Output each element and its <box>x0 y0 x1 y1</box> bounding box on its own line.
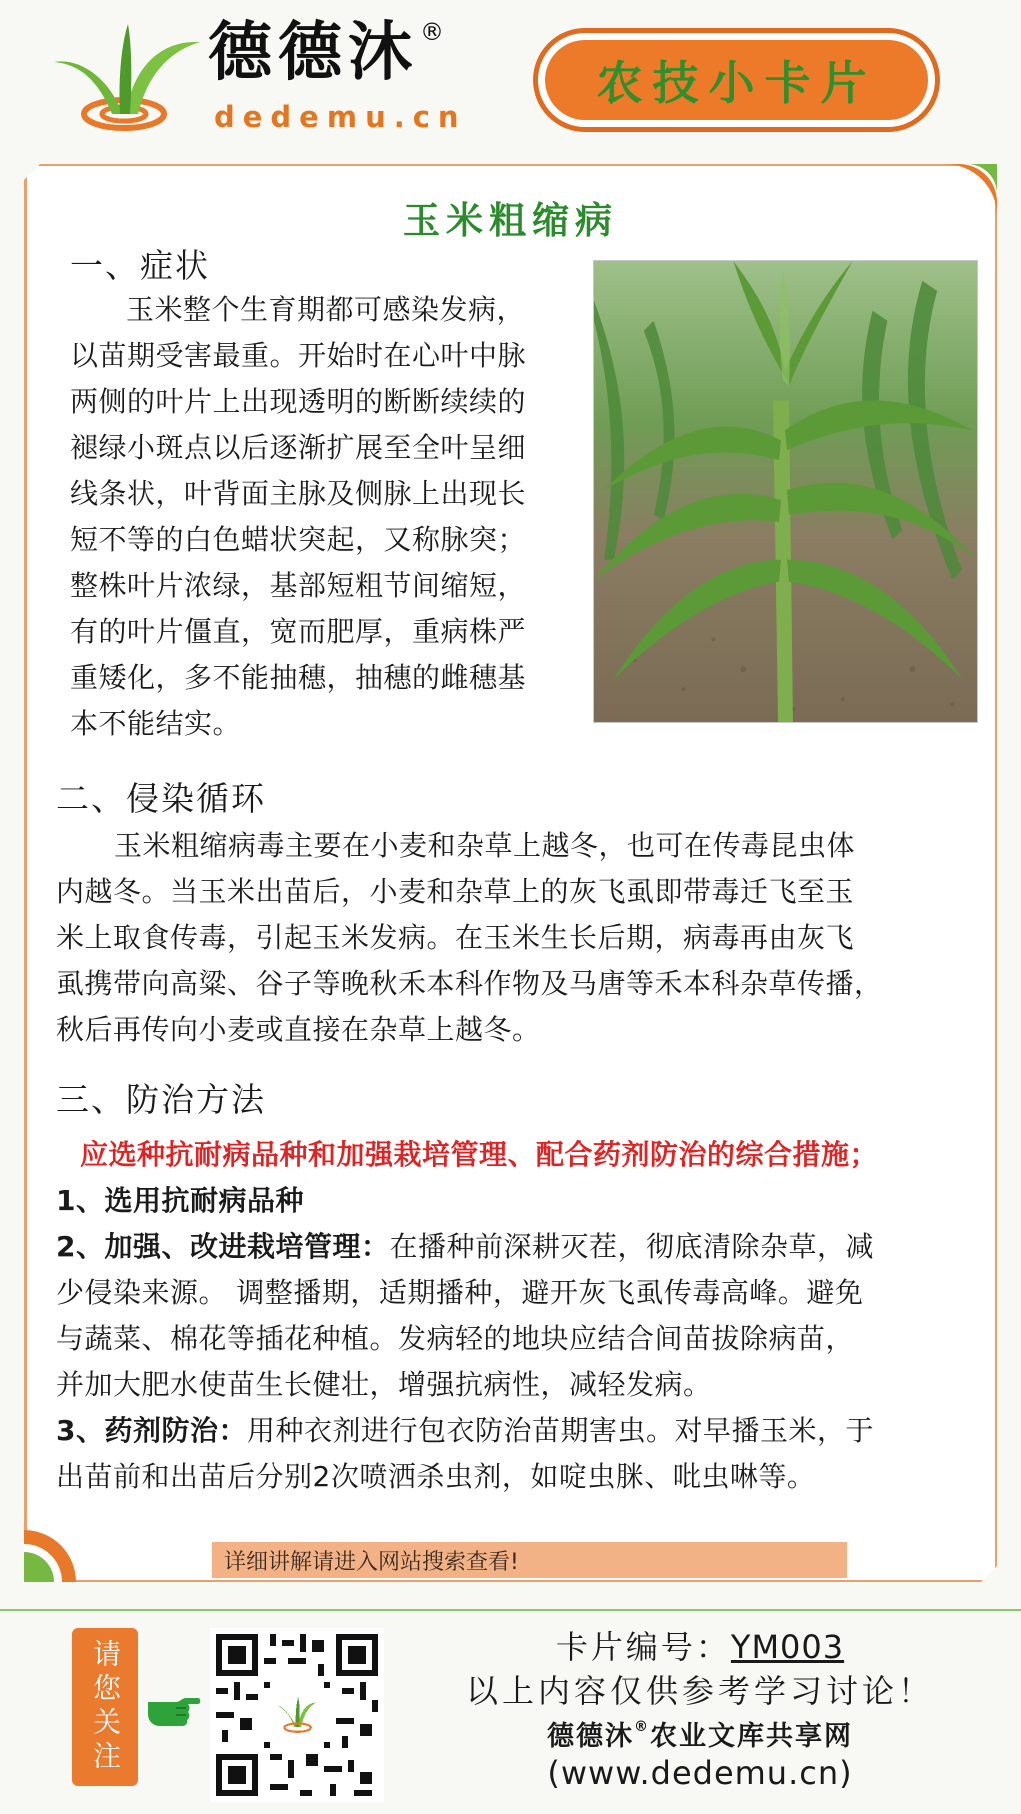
card-badge <box>533 28 940 132</box>
site-name: 德德沐®农业文库共享网 <box>547 1719 853 1752</box>
search-hint-bar <box>212 1542 847 1578</box>
brand-name: 德德沐® <box>208 16 450 90</box>
follow-us-label: 请您关注 <box>89 1639 122 1775</box>
card-badge-label: 农技小卡片 <box>596 56 877 110</box>
card-number-value: YM003 <box>730 1628 845 1666</box>
section-heading-infection-cycle: 二、侵染循环 <box>56 779 266 818</box>
site-url-link[interactable]: (www.dedemu.cn) <box>547 1754 853 1792</box>
qr-code-icon[interactable] <box>210 1628 384 1802</box>
brand-domain: dedemu.cn <box>214 100 467 134</box>
footer-divider <box>0 1609 1021 1611</box>
corn-plant-photo <box>593 260 978 723</box>
control-item-1: 1、选用抗耐病品种 <box>56 1184 304 1217</box>
article-title: 玉米粗缩病 <box>403 199 618 242</box>
disclaimer: 以上内容仅供参考学习讨论！ <box>465 1672 934 1710</box>
control-item-2: 2、加强、改进栽培管理：在播种前深耕灭茬，彻底清除杂草，减 <box>56 1230 874 1263</box>
pointing-hand-icon <box>146 1688 202 1728</box>
control-item-3: 3、药剂防治：用种衣剂进行包衣防治苗期害虫。对早播玉米，于 <box>56 1414 874 1447</box>
card-number: 卡片编号：YM003 <box>555 1628 845 1666</box>
section-heading-symptoms: 一、症状 <box>70 246 210 285</box>
corner-decoration-icon <box>24 1530 76 1582</box>
brand-logo-icon <box>52 22 202 140</box>
symptoms-text: 玉米整个生育期都可感染发病， 以苗期受害最重。开始时在心叶中脉 两侧的叶片上出现透明的断断续续的 褪绿小斑点以后逐渐扩展至全叶呈细 线条状，叶背面主脉及侧脉上出现长 短不等的白色蜡状突起，又称脉突； 整株叶片浓绿，基部短粗节间缩短， 有的叶片僵直，宽而肥厚，重病株严 重矮化，多不能抽穗，抽穗的雌穗基 本不能结实。 <box>70 293 527 740</box>
control-methods-text: 1、选用抗耐病品种 2、加强、改进栽培管理：在播种前深耕灭茬，彻底清除杂草，减 少侵染来源。 调整播期，适期播种，避开灰飞虱传毒高峰。避免 与蔬菜、棉花等插花种植。发病轻的地块应结合间苗拔除病苗， 并加大肥水使苗生长健壮，增强抗病性，减轻发病。 3、药剂防治：用种衣剂进行包衣防治苗期害虫。对早播玉米，于 出苗前和出苗后分别2次喷洒杀虫剂，如啶虫脒、吡虫啉等。 <box>56 1178 986 1500</box>
search-hint-text: 详细讲解请进入网站搜索查看! <box>224 1549 519 1575</box>
control-summary-note: 应选种抗耐病品种和加强栽培管理、配合药剂防治的综合措施； <box>80 1138 879 1171</box>
infection-cycle-text: 玉米粗缩病毒主要在小麦和杂草上越冬，也可在传毒昆虫体 内越冬。当玉米出苗后，小麦和杂草上的灰飞虱即带毒迁飞至玉 米上取食传毒，引起玉米发病。在玉米生长后期，病毒再由灰飞 虱携带向高粱、谷子等晚秋禾本科作物及马唐等禾本科杂草传播， 秋后再传向小麦或直接在杂草上越冬。 <box>56 829 883 1046</box>
follow-us-tag <box>72 1628 138 1786</box>
section-heading-control-methods: 三、防治方法 <box>56 1080 266 1119</box>
